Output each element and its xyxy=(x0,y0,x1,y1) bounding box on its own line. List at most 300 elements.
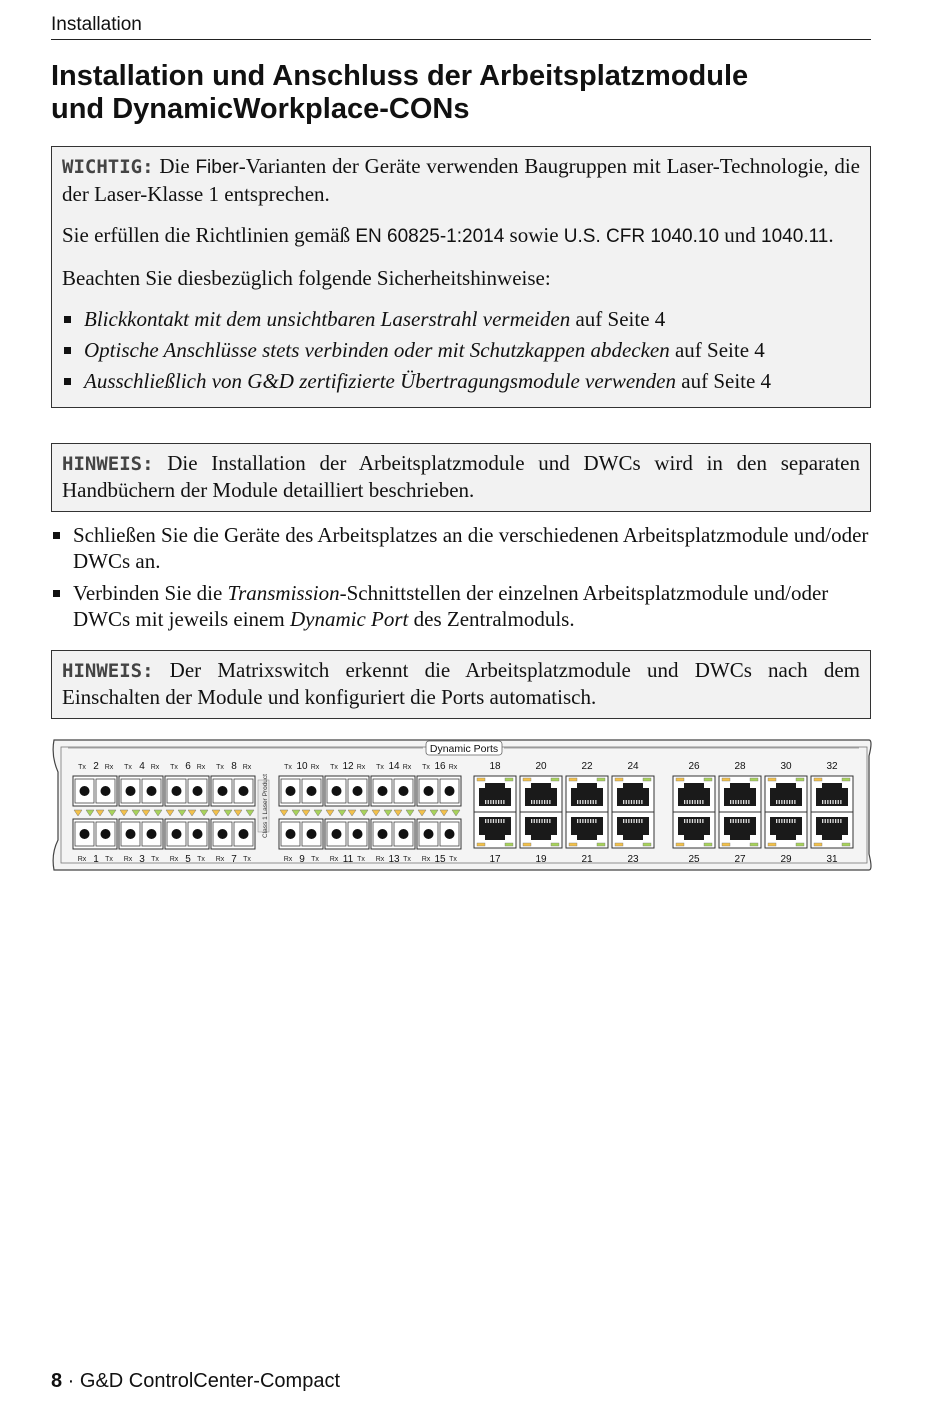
rx-label: Rx xyxy=(123,856,133,863)
rj45-port[interactable] xyxy=(520,812,562,848)
rj45-contact xyxy=(684,819,685,823)
link-led-icon xyxy=(569,778,577,781)
rj45-contact xyxy=(781,800,782,804)
rj45-contact xyxy=(541,800,542,804)
rj45-contact xyxy=(694,800,695,804)
p2-mid: sowie xyxy=(504,223,564,247)
footer-separator: · xyxy=(62,1370,80,1392)
rj45-contact xyxy=(531,819,532,823)
rj45-contact xyxy=(825,819,826,823)
fiber-port-number: 15 xyxy=(434,854,446,865)
rj45-port[interactable] xyxy=(811,776,853,812)
rj45-port[interactable] xyxy=(612,776,654,812)
rj45-port-number: 25 xyxy=(688,854,700,865)
rx-label: Rx xyxy=(402,764,412,771)
rj45-port[interactable] xyxy=(520,776,562,812)
fiber-ferrule xyxy=(193,786,203,796)
rj45-port[interactable] xyxy=(719,812,761,848)
fiber-port-top[interactable] xyxy=(279,776,323,806)
rj45-contact xyxy=(835,800,836,804)
rj45-contact xyxy=(743,819,744,823)
page-title-line-1: Installation und Anschluss der Arbeitsplatzmodule xyxy=(51,60,749,92)
activity-led-icon xyxy=(842,843,850,846)
fiber-port-top[interactable] xyxy=(417,776,461,806)
hinweis-1-body: Die Installation der Arbeitsplatzmodule und DWCs wird in den separaten Handbüchern der Module detailliert beschrieben. xyxy=(62,451,860,502)
rj45-contact xyxy=(694,819,695,823)
rj45-contact xyxy=(730,819,731,823)
fiber-ferrule xyxy=(193,829,203,839)
rj45-contact xyxy=(639,819,640,823)
norm-en: EN 60825-1:2014 xyxy=(355,226,505,247)
activity-led-icon xyxy=(750,778,758,781)
tx-label: Tx xyxy=(357,856,365,863)
rj45-contact xyxy=(700,800,701,804)
fiber-term: Fiber xyxy=(195,157,239,178)
rj45-contact xyxy=(541,819,542,823)
rj45-contact xyxy=(730,800,731,804)
rj45-port[interactable] xyxy=(811,812,853,848)
rj45-contact xyxy=(776,819,777,823)
rj45-contact xyxy=(593,800,594,804)
rj45-contact xyxy=(577,819,578,823)
important-paragraph-3: Beachten Sie diesbezüglich folgende Sicherheitshinweise: xyxy=(62,266,551,290)
rj45-port[interactable] xyxy=(765,812,807,848)
fiber-ferrule xyxy=(445,786,455,796)
rx-label: Rx xyxy=(104,764,114,771)
rj45-contact xyxy=(590,819,591,823)
rj45-contact xyxy=(827,800,828,804)
rx-label: Rx xyxy=(77,856,87,863)
rj45-contact xyxy=(595,800,596,804)
safety-item xyxy=(62,368,860,394)
rj45-port-number: 26 xyxy=(688,761,700,772)
rj45-contact xyxy=(746,819,747,823)
rj45-contact xyxy=(490,819,491,823)
rj45-contact xyxy=(503,819,504,823)
rj45-port-number: 30 xyxy=(780,761,792,772)
link-led-icon xyxy=(477,843,485,846)
fiber-port-number: 11 xyxy=(342,854,354,865)
safety-list xyxy=(62,306,860,394)
important-label: WICHTIG: xyxy=(62,156,154,178)
fiber-port-bottom[interactable] xyxy=(417,819,461,849)
fiber-ferrule xyxy=(101,829,111,839)
important-text-post: -Varianten der Geräte verwenden Baugruppen mit Laser-Technologie, die der Laser-Klasse 1 entsprechen. xyxy=(62,154,860,206)
rj45-contact xyxy=(490,800,491,804)
fiber-ferrule xyxy=(332,786,342,796)
rj45-contact xyxy=(587,819,588,823)
rj45-contact xyxy=(633,800,634,804)
hinweis-2-text xyxy=(62,657,860,710)
page-footer xyxy=(51,1370,340,1393)
rj45-port-number: 29 xyxy=(780,854,792,865)
installation-steps xyxy=(51,522,871,638)
fiber-ferrule xyxy=(378,786,388,796)
tx-label: Tx xyxy=(243,856,251,863)
link-led-icon xyxy=(615,843,623,846)
link-led-icon xyxy=(523,843,531,846)
fiber-port-number: 8 xyxy=(231,761,237,772)
page-number: 8 xyxy=(51,1370,63,1392)
rj45-contact xyxy=(794,819,795,823)
link-led-icon xyxy=(814,843,822,846)
rj45-contact xyxy=(776,800,777,804)
fiber-ferrule xyxy=(239,786,249,796)
rj45-contact xyxy=(488,819,489,823)
norm-cfr: U.S. CFR 1040.10 xyxy=(563,226,720,247)
fiber-port-top[interactable] xyxy=(325,776,369,806)
rj45-contact xyxy=(786,819,787,823)
step-item: Schließen Sie die Geräte des Arbeitsplatzes an die verschiedenen Arbeitsplatzmodule und/oder DWCs an. xyxy=(51,522,871,574)
rj45-contact xyxy=(835,819,836,823)
rj45-contact xyxy=(536,819,537,823)
safety-link[interactable]: Ausschließlich von G&D zertifizierte Übertragungsmodule verwenden xyxy=(84,369,676,393)
fiber-ferrule xyxy=(445,829,455,839)
link-led-icon xyxy=(722,843,730,846)
device-front-panel-figure xyxy=(51,736,873,879)
norm-cfr-2: 1040.11 xyxy=(761,226,829,247)
rj45-contact xyxy=(501,819,502,823)
rj45-contact xyxy=(580,819,581,823)
link-led-icon xyxy=(722,778,730,781)
fiber-ferrule xyxy=(218,829,228,839)
rj45-contact xyxy=(832,819,833,823)
activity-led-icon xyxy=(505,843,513,846)
fiber-port-number: 1 xyxy=(93,854,99,865)
fiber-ferrule xyxy=(332,829,342,839)
rj45-contact xyxy=(822,819,823,823)
fiber-port-bottom[interactable] xyxy=(119,819,163,849)
rj45-contact xyxy=(498,819,499,823)
rx-label: Rx xyxy=(242,764,252,771)
tx-label: Tx xyxy=(330,764,338,771)
tx-label: Tx xyxy=(216,764,224,771)
hinweis-2-body: Der Matrixswitch erkennt die Arbeitsplatzmodule und DWCs nach dem Einschalten der Module und konfiguriert die Ports automatisch. xyxy=(62,658,860,709)
rj45-contact xyxy=(534,800,535,804)
rj45-contact xyxy=(738,819,739,823)
rj45-contact xyxy=(689,800,690,804)
rj45-contact xyxy=(582,800,583,804)
rx-label: Rx xyxy=(196,764,206,771)
fiber-port-bottom[interactable] xyxy=(165,819,209,849)
hinweis-box-1 xyxy=(51,443,871,512)
important-notice-box xyxy=(51,146,871,408)
fiber-port-bottom[interactable] xyxy=(325,819,369,849)
rj45-contact xyxy=(539,800,540,804)
rj45-contact xyxy=(595,819,596,823)
p2-pre: Sie erfüllen die Richtlinien gemäß xyxy=(62,223,356,247)
fiber-ferrule xyxy=(172,829,182,839)
rj45-contact xyxy=(781,819,782,823)
fiber-ferrule xyxy=(126,829,136,839)
rj45-port-number: 19 xyxy=(535,854,547,865)
rj45-port-number: 17 xyxy=(489,854,501,865)
activity-led-icon xyxy=(643,843,651,846)
rj45-contact xyxy=(789,819,790,823)
rj45-contact xyxy=(789,800,790,804)
rj45-contact xyxy=(832,800,833,804)
laser-class-label xyxy=(258,774,269,838)
rj45-contact xyxy=(733,800,734,804)
rj45-contact xyxy=(692,819,693,823)
rj45-port-number: 18 xyxy=(489,761,501,772)
rx-label: Rx xyxy=(310,764,320,771)
running-header: Installation xyxy=(51,14,871,40)
rj45-contact xyxy=(626,819,627,823)
rj45-contact xyxy=(735,819,736,823)
important-paragraph-2 xyxy=(62,222,860,250)
rj45-contact xyxy=(593,819,594,823)
rj45-contact xyxy=(840,800,841,804)
fiber-ferrule xyxy=(239,829,249,839)
rj45-contact xyxy=(733,819,734,823)
rj45-contact xyxy=(626,800,627,804)
rx-label: Rx xyxy=(329,856,339,863)
rj45-contact xyxy=(493,819,494,823)
page-ref: auf Seite 4 xyxy=(669,338,765,362)
link-led-icon xyxy=(569,843,577,846)
safety-item xyxy=(62,306,860,332)
rj45-contact xyxy=(585,819,586,823)
rj45-port-number: 21 xyxy=(581,854,593,865)
rj45-contact xyxy=(544,800,545,804)
fiber-port-top[interactable] xyxy=(211,776,255,806)
hinweis-label: HINWEIS: xyxy=(62,660,154,682)
hinweis-box-2 xyxy=(51,650,871,719)
activity-led-icon xyxy=(597,778,605,781)
activity-led-icon xyxy=(551,843,559,846)
rj45-contact xyxy=(636,800,637,804)
rj45-contact xyxy=(639,800,640,804)
rj45-contact xyxy=(702,800,703,804)
fiber-ferrule xyxy=(147,786,157,796)
fiber-port-number: 3 xyxy=(139,854,145,865)
fiber-ferrule xyxy=(353,829,363,839)
rj45-contact xyxy=(827,819,828,823)
fiber-port-top[interactable] xyxy=(371,776,415,806)
fiber-ferrule xyxy=(353,786,363,796)
link-led-icon xyxy=(477,778,485,781)
rj45-contact xyxy=(623,800,624,804)
activity-led-icon xyxy=(643,778,651,781)
rj45-contact xyxy=(631,800,632,804)
rj45-contact xyxy=(628,800,629,804)
rj45-contact xyxy=(825,800,826,804)
rj45-port-number: 27 xyxy=(734,854,746,865)
hinweis-1-text xyxy=(62,450,860,503)
step-2-pre: Verbinden Sie die xyxy=(73,581,228,605)
rj45-contact xyxy=(488,800,489,804)
page-title xyxy=(51,60,891,126)
rj45-contact xyxy=(784,819,785,823)
rj45-port[interactable] xyxy=(673,776,715,812)
fiber-ferrule xyxy=(307,829,317,839)
rj45-contact xyxy=(485,819,486,823)
fiber-ferrule xyxy=(286,786,296,796)
fiber-ferrule xyxy=(80,829,90,839)
fiber-port-number: 14 xyxy=(388,761,400,772)
important-text-pre: Die xyxy=(153,154,196,178)
rj45-port-number: 22 xyxy=(581,761,593,772)
rj45-port-number: 31 xyxy=(826,854,838,865)
link-led-icon xyxy=(676,843,684,846)
transmission-term: Transmission xyxy=(227,581,340,605)
activity-led-icon xyxy=(551,778,559,781)
activity-led-icon xyxy=(505,778,513,781)
fiber-port-number: 16 xyxy=(434,761,446,772)
activity-led-icon xyxy=(704,843,712,846)
rj45-contact xyxy=(631,819,632,823)
rj45-contact xyxy=(547,819,548,823)
rj45-contact xyxy=(779,800,780,804)
rj45-port[interactable] xyxy=(566,812,608,848)
hinweis-label: HINWEIS: xyxy=(62,453,154,475)
rj45-contact xyxy=(692,800,693,804)
fiber-port-number: 13 xyxy=(388,854,400,865)
fiber-port-bottom[interactable] xyxy=(279,819,323,849)
rj45-contact xyxy=(684,800,685,804)
rj45-contact xyxy=(580,800,581,804)
rx-label: Rx xyxy=(169,856,179,863)
rx-label: Rx xyxy=(421,856,431,863)
rx-label: Rx xyxy=(356,764,366,771)
rj45-contact xyxy=(748,800,749,804)
rj45-contact xyxy=(534,819,535,823)
rj45-contact xyxy=(697,800,698,804)
rj45-port[interactable] xyxy=(719,776,761,812)
page-ref: auf Seite 4 xyxy=(676,369,772,393)
rx-label: Rx xyxy=(448,764,458,771)
rj45-contact xyxy=(740,819,741,823)
tx-label: Tx xyxy=(284,764,292,771)
rj45-contact xyxy=(590,800,591,804)
rx-label: Rx xyxy=(215,856,225,863)
rj45-contact xyxy=(577,800,578,804)
fiber-ferrule xyxy=(218,786,228,796)
activity-led-icon xyxy=(750,843,758,846)
rj45-contact xyxy=(539,819,540,823)
activity-led-icon xyxy=(842,778,850,781)
tx-label: Tx xyxy=(449,856,457,863)
tx-label: Tx xyxy=(422,764,430,771)
fiber-ferrule xyxy=(126,786,136,796)
rj45-contact xyxy=(700,819,701,823)
rj45-port[interactable] xyxy=(474,776,516,812)
tx-label: Tx xyxy=(403,856,411,863)
activity-led-icon xyxy=(796,778,804,781)
fiber-ferrule xyxy=(172,786,182,796)
tx-label: Tx xyxy=(311,856,319,863)
rj45-contact xyxy=(746,800,747,804)
rj45-contact xyxy=(503,800,504,804)
fiber-port-bottom[interactable] xyxy=(211,819,255,849)
tx-label: Tx xyxy=(151,856,159,863)
fiber-ferrule xyxy=(399,829,409,839)
fiber-port-number: 6 xyxy=(185,761,191,772)
rj45-contact xyxy=(784,800,785,804)
safety-item xyxy=(62,337,860,363)
fiber-ferrule xyxy=(424,829,434,839)
link-led-icon xyxy=(523,778,531,781)
rj45-port[interactable] xyxy=(566,776,608,812)
fiber-ferrule xyxy=(378,829,388,839)
rj45-contact xyxy=(636,819,637,823)
rj45-contact xyxy=(792,800,793,804)
rj45-contact xyxy=(623,819,624,823)
rj45-contact xyxy=(792,819,793,823)
rj45-port-number: 24 xyxy=(627,761,639,772)
dynamic-port-term: Dynamic Port xyxy=(289,607,409,631)
rj45-port-number: 20 xyxy=(535,761,547,772)
rj45-contact xyxy=(840,819,841,823)
fiber-port-number: 4 xyxy=(139,761,145,772)
activity-led-icon xyxy=(796,843,804,846)
tx-label: Tx xyxy=(78,764,86,771)
rj45-contact xyxy=(687,819,688,823)
fiber-port-bottom[interactable] xyxy=(371,819,415,849)
step-2-mid: -Schnittstellen der einzelnen Arbeitsplatzmodule und/oder DWCs mit jeweils einem xyxy=(73,581,829,631)
safety-link[interactable]: Blickkontakt mit dem unsichtbaren Laserstrahl vermeiden xyxy=(84,307,571,331)
rj45-contact xyxy=(738,800,739,804)
fiber-port-number: 9 xyxy=(299,854,305,865)
fiber-port-number: 2 xyxy=(93,761,99,772)
fiber-ferrule xyxy=(307,786,317,796)
product-name: G&D ControlCenter-Compact xyxy=(79,1370,340,1392)
rj45-contact xyxy=(628,819,629,823)
rj45-contact xyxy=(702,819,703,823)
fiber-port-top[interactable] xyxy=(119,776,163,806)
safety-link[interactable]: Optische Anschlüsse stets verbinden oder mit Schutzkappen abdecken xyxy=(84,338,670,362)
rj45-contact xyxy=(544,819,545,823)
fiber-port-top[interactable] xyxy=(73,776,117,806)
rj45-contact xyxy=(498,800,499,804)
rj45-contact xyxy=(687,800,688,804)
tx-label: Tx xyxy=(376,764,384,771)
rj45-contact xyxy=(531,800,532,804)
rj45-port[interactable] xyxy=(765,776,807,812)
rj45-contact xyxy=(830,800,831,804)
rx-label: Rx xyxy=(283,856,293,863)
important-paragraph-1 xyxy=(62,153,860,207)
device-front-panel xyxy=(51,736,873,874)
p2-end: . xyxy=(828,223,834,247)
link-led-icon xyxy=(615,778,623,781)
rj45-port[interactable] xyxy=(474,812,516,848)
tx-label: Tx xyxy=(105,856,113,863)
rj45-port-number: 23 xyxy=(627,854,639,865)
fiber-port-number: 5 xyxy=(185,854,191,865)
rj45-contact xyxy=(585,800,586,804)
rj45-contact xyxy=(830,819,831,823)
fiber-port-bottom[interactable] xyxy=(73,819,117,849)
rj45-contact xyxy=(740,800,741,804)
fiber-port-top[interactable] xyxy=(165,776,209,806)
tx-label: Tx xyxy=(170,764,178,771)
rj45-contact xyxy=(641,819,642,823)
rj45-contact xyxy=(582,819,583,823)
activity-led-icon xyxy=(597,843,605,846)
rj45-contact xyxy=(493,800,494,804)
page-ref: auf Seite 4 xyxy=(570,307,666,331)
rj45-contact xyxy=(536,800,537,804)
rj45-contact xyxy=(501,800,502,804)
fiber-ferrule xyxy=(101,786,111,796)
rj45-port[interactable] xyxy=(673,812,715,848)
rj45-port[interactable] xyxy=(612,812,654,848)
fiber-ferrule xyxy=(286,829,296,839)
link-led-icon xyxy=(768,843,776,846)
rj45-contact xyxy=(748,819,749,823)
